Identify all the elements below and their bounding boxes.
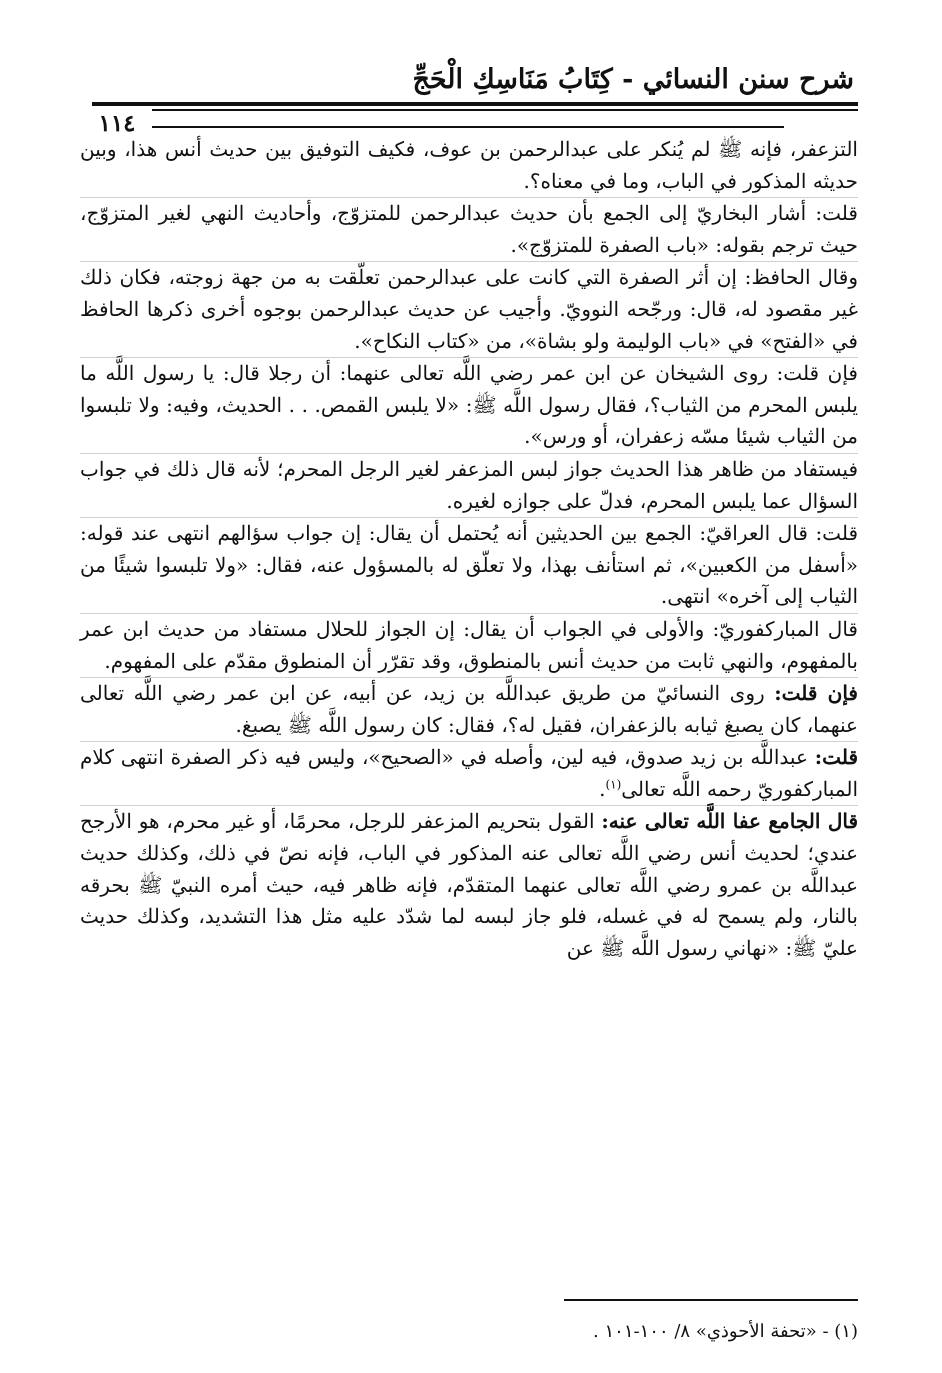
footnote-separator <box>564 1299 858 1301</box>
paragraph-text: القول بتحريم المزعفر للرجل، محرمًا، أو غير محرم، هو الأرجح عندي؛ لحديث أنس رضي اللَّه تعالى عنه المذكور في الباب، فإنه نصّ في ذلك، وكذلك حديث عبداللَّه بن عمرو رضي اللَّه تعالى عنهما المتقدّم، فإنه ظاهر فيه، حيث أمره النبيّ ﷺ بحرقه بالنار، ولم يسمح له في غسله، فلو جاز لبسه لما شدّد عليه مثل هذا التشديد، وكذلك حديث عليّ ﷺ: «نهاني رسول اللَّه ﷺ عن <box>80 809 858 960</box>
header-rule-lower <box>92 126 784 128</box>
paragraph-text: قلت: قال العراقيّ: الجمع بين الحديثين أنه يُحتمل أن يقال: إن جواب سؤالهم انتهى عند قوله: «أسفل من الكعبين»، ثم استأنف بهذا، ولا تعلّق له بالمسؤول عنه، فقال: «ولا تلبسوا شيئًا من الثياب إلى آخره» انتهى. <box>80 521 858 609</box>
paragraph-2 <box>80 197 858 261</box>
paragraph-7 <box>80 613 858 677</box>
paragraph-text: قال المباركفوريّ: والأولى في الجواب أن يقال: إن الجواز للحلال مستفاد من حديث ابن عمر بالمفهوم، والنهي ثابت من حديث أنس بالمنطوق، وقد تقرّر أن المنطوق مقدّم على المفهوم. <box>80 616 858 673</box>
page-number: ١١٤ <box>82 109 152 139</box>
footnote: (١) - «تحفة الأحوذي» ٨/ ١٠٠-١٠١ . <box>593 1321 858 1342</box>
paragraph-3 <box>80 261 858 357</box>
paragraph-lead: قلت: <box>814 745 858 770</box>
paragraph-text: قلت: أشار البخاريّ إلى الجمع بأن حديث عبدالرحمن للمتزوّج، وأحاديث النهي لغير المتزوّج، حيث ترجم بقوله: «باب الصفرة للمتزوّج». <box>80 201 858 257</box>
paragraph-8 <box>80 677 858 741</box>
paragraph-6 <box>80 517 858 613</box>
paragraph-text: عبداللَّه بن زيد صدوق، فيه لين، وأصله في «الصحيح»، وليس فيه ذكر الصفرة انتهى كلام المباركفوريّ رحمه اللَّه تعالى <box>80 745 858 801</box>
paragraph-10 <box>80 805 858 964</box>
paragraph-text: وقال الحافظ: إن أثر الصفرة التي كانت على عبدالرحمن تعلّقت به من جهة زوجته، فكان ذلك غير مقصود له، قال: ورجّحه النوويّ. وأجيب عن حديث عبدالرحمن بوجوه أخرى ذكرها الحافظ في «الفتح» في «باب الوليمة ولو بشاة»، من «كتاب النكاح». <box>80 265 858 353</box>
header-rule-thin <box>92 109 858 111</box>
paragraph-lead: فإن قلت: <box>774 681 858 706</box>
paragraph-1 <box>80 134 858 197</box>
running-title: شرح سنن النسائي - كِتَابُ مَنَاسِكِ الْحَجِّ <box>412 64 854 95</box>
paragraph-5 <box>80 453 858 517</box>
paragraph-text: روى النسائيّ من طريق عبداللَّه بن زيد، عن أبيه، عن ابن عمر رضي اللَّه تعالى عنهما، كان يصبغ ثيابه بالزعفران، فقيل له؟، فقال: كان رسول اللَّه ﷺ يصبغ. <box>80 681 858 737</box>
paragraph-tail: . <box>599 776 606 801</box>
paragraph-4 <box>80 357 858 453</box>
body-text <box>80 134 858 964</box>
paragraph-text: فيستفاد من ظاهر هذا الحديث جواز لبس المزعفر لغير الرجل المحرم؛ لأنه قال ذلك في جواب السؤال عما يلبس المحرم، فدلّ على جوازه لغيره. <box>80 456 858 513</box>
paragraph-lead: قال الجامع عفا اللَّه تعالى عنه: <box>601 809 858 834</box>
footnote-marker: (١) <box>605 777 622 792</box>
paragraph-text: فإن قلت: روى الشيخان عن ابن عمر رضي اللَّه تعالى عنهما: أن رجلا قال: يا رسول اللَّه ما يلبس المحرم من الثياب؟، فقال رسول اللَّه ﷺ: «لا يلبس القمص. . . الحديث، وفيه: ولا تلبسوا من الثياب شيئا مسّه زعفران، أو ورس». <box>80 361 858 449</box>
paragraph-text: التزعفر، فإنه ﷺ لم يُنكر على عبدالرحمن بن عوف، فكيف التوفيق بين حديث أنس هذا، وبين حديثه المذكور في الباب، وما في معناه؟. <box>80 137 858 193</box>
paragraph-9 <box>80 741 858 805</box>
header-rule-thick <box>92 102 858 106</box>
